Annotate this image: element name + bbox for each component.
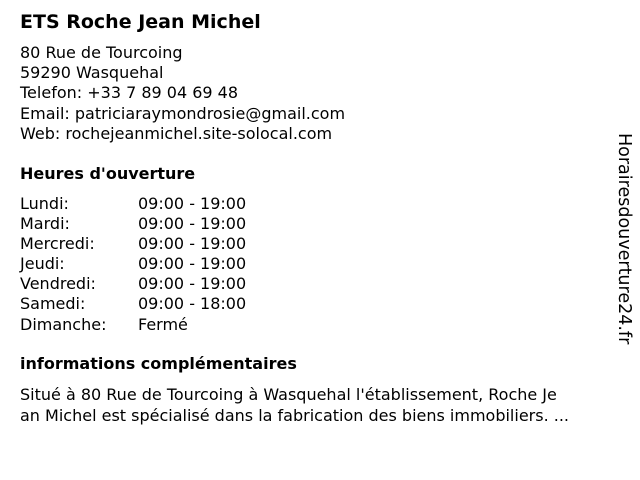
hours-day: Jeudi: <box>20 254 65 274</box>
hours-day: Dimanche: <box>20 314 107 334</box>
phone-line: Telefon: +33 7 89 04 69 48 <box>20 83 239 103</box>
hours-day: Samedi: <box>20 294 86 314</box>
hours-day: Vendredi: <box>20 274 96 294</box>
description-line: an Michel est spécialisé dans la fabrication des biens immobiliers. ... <box>20 405 569 425</box>
address-line-street: 80 Rue de Tourcoing <box>20 43 183 62</box>
hours-heading: Heures d'ouverture <box>20 164 196 183</box>
business-name: ETS Roche Jean Michel <box>20 11 261 33</box>
hours-time: 09:00 - 19:00 <box>138 254 247 274</box>
hours-time: 09:00 - 18:00 <box>138 294 247 314</box>
info-heading: informations complémentaires <box>20 354 297 373</box>
hours-day: Mardi: <box>20 214 70 234</box>
hours-day: Lundi: <box>20 194 69 213</box>
description-line: Situé à 80 Rue de Tourcoing à Wasquehal l'établissement, Roche Je <box>20 385 557 404</box>
address-line-city: 59290 Wasquehal <box>20 63 164 83</box>
hours-time: 09:00 - 19:00 <box>138 214 247 234</box>
hours-time: Fermé <box>138 314 188 334</box>
site-watermark: Horairesdouverture24.fr <box>614 133 634 345</box>
hours-day: Mercredi: <box>20 234 95 254</box>
hours-time: 09:00 - 19:00 <box>138 234 247 254</box>
hours-time: 09:00 - 19:00 <box>138 274 247 294</box>
contact-block <box>20 43 345 144</box>
description <box>20 385 620 426</box>
hours-time: 09:00 - 19:00 <box>138 194 247 213</box>
website-line: Web: rochejeanmichel.site-solocal.com <box>20 123 333 143</box>
email-line: Email: patriciaraymondrosie@gmail.com <box>20 103 346 123</box>
